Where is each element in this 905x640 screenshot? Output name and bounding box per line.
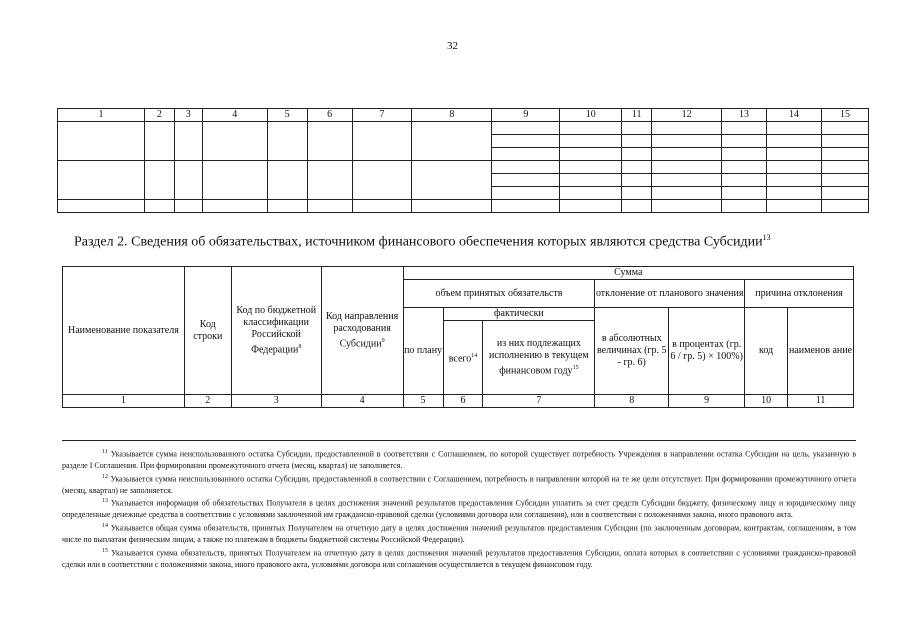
table-row — [58, 200, 869, 213]
header-percent: в процентах (гр. 6 / гр. 5) × 100%) — [669, 308, 745, 395]
column-number: 3 — [174, 109, 202, 122]
column-number: 9 — [492, 109, 560, 122]
header-reason-code: код — [745, 308, 788, 395]
obligations-table — [62, 266, 854, 408]
header-total: всего$^{14}$ — [443, 321, 483, 395]
header-to-execute: из них подлежащих исполнению в текущем финансовом году$^{15}$ — [483, 321, 595, 395]
header-reason: причина отклонения — [745, 280, 854, 308]
column-number: 11 — [622, 109, 652, 122]
footnote-ref: 13 — [762, 233, 771, 242]
column-number: 5 — [403, 395, 443, 408]
column-number: 6 — [307, 109, 352, 122]
header-indicator-name: Наименование показателя — [63, 267, 185, 395]
column-number: 2 — [184, 395, 231, 408]
header-sum: Сумма — [403, 267, 853, 280]
column-number: 13 — [722, 109, 767, 122]
table-row — [58, 161, 869, 174]
column-number: 8 — [595, 395, 669, 408]
header-deviation: отклонение от планового значения — [595, 280, 745, 308]
column-number: 12 — [652, 109, 722, 122]
footnote: $^{12}$ Указывается сумма неиспользованного остатка Субсидии, предоставленной в соответствии с Соглашением, потребность в направлении которой на те же цели отсутствует. При формировании промежуточного отчета (месяц, квартал) не заполняется. — [62, 473, 857, 495]
header-plan: по плану — [403, 308, 443, 395]
column-number: 15 — [821, 109, 868, 122]
column-number: 7 — [352, 109, 412, 122]
column-number: 1 — [63, 395, 185, 408]
header-actual: фактически — [443, 308, 595, 321]
header-budget-classification: Код по бюджетной классификации Российской Федерации$^8$ — [231, 267, 321, 395]
column-number: 11 — [788, 395, 854, 408]
column-number: 8 — [412, 109, 492, 122]
column-number: 7 — [483, 395, 595, 408]
column-number: 4 — [202, 109, 267, 122]
page-number: 32 — [447, 40, 458, 52]
column-number: 6 — [443, 395, 483, 408]
header-absolute: в абсолютных величинах (гр. 5 - гр. 6) — [595, 308, 669, 395]
header-row-code: Код строки — [184, 267, 231, 395]
footnote: $^{13}$ Указывается информация об обязательствах Получателя в целях достижения значений результатов предоставления Субсидии уплатить за счет средств Субсидии бюджету, физическому лицу и юридическому лицу определенные денежные средства в соответствии с условиями заключенной им гражданско-правовой сделки (условиями договора или соглашения), или в соответствии с положениями закона, иного правового акта. — [62, 498, 857, 520]
column-number: 2 — [144, 109, 174, 122]
column-numbers-row — [63, 395, 854, 408]
continuation-table — [57, 108, 869, 213]
column-number: 3 — [231, 395, 321, 408]
header-reason-name: наименов ание — [788, 308, 854, 395]
header-direction-code: Код направления расходования Субсидии$^9$ — [321, 267, 403, 395]
footnote: $^{11}$ Указывается сумма неиспользованного остатка Субсидии, предоставленной в соответствии с Соглашением, по которой существует потребность Учреждения в направлении остатка Субсидии на цель, указанную в разделе I Соглашения. При формировании промежуточного отчета (месяц, квартал) не заполняется. — [62, 449, 857, 471]
column-number: 4 — [321, 395, 403, 408]
column-number: 1 — [58, 109, 145, 122]
table-row — [58, 122, 869, 135]
section-title: Раздел 2. Сведения об обязательствах, источником финансового обеспечения которых являются средства Субсидии$^{13}$ — [74, 233, 771, 250]
footnote: $^{14}$ Указывается общая сумма обязательств, принятых Получателем на отчетную дату в целях достижения значений результатов предоставления Субсидии (по заключенным договорам, контрактам, соглашениям, в том числе по выплатам физическим лицам, а также по платежам в бюджеты бюджетной системы Российской Федерации). — [62, 522, 857, 545]
column-number: 10 — [745, 395, 788, 408]
footnote: $^{15}$ Указывается сумма обязательств, принятых Получателем на отчетную дату в целях достижения значений результатов предоставления Субсидии, оплата которых в соответствии с условиями гражданско-правовой сделки или в соответствии с положениями закона, иного правового акта, условиями договора или соглашения осуществляется в текущем финансовом году. — [62, 547, 857, 569]
column-number: 14 — [767, 109, 822, 122]
column-number: 10 — [560, 109, 622, 122]
footnotes — [62, 447, 856, 570]
column-number: 9 — [669, 395, 745, 408]
footnote-divider — [62, 440, 856, 441]
column-number: 5 — [267, 109, 307, 122]
table-header-row — [58, 109, 869, 122]
header-accepted-obligations: объем принятых обязательств — [403, 280, 595, 308]
